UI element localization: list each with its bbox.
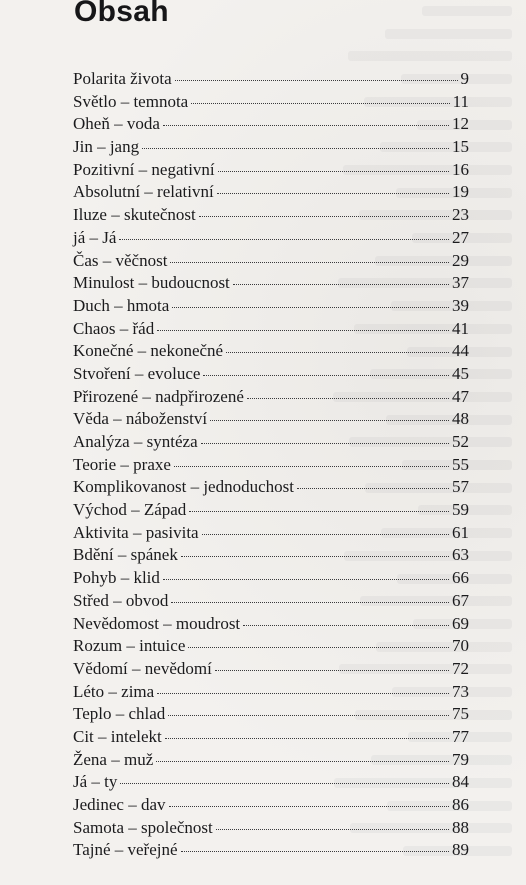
dot-leader bbox=[157, 330, 449, 331]
toc-entry-page-number: 63 bbox=[452, 545, 469, 565]
toc-entry-label: Bdění – spánek bbox=[73, 545, 178, 565]
toc-entry-label: Duch – hmota bbox=[73, 295, 170, 315]
dot-leader bbox=[199, 216, 449, 217]
page-title: Obsah bbox=[74, 0, 169, 28]
dot-leader bbox=[297, 488, 449, 489]
toc-entry-page-number: 27 bbox=[452, 227, 469, 247]
toc-entry-page-number: 67 bbox=[452, 590, 469, 610]
toc-entry-label: Žena – muž bbox=[73, 749, 154, 769]
toc-entry-page-number: 41 bbox=[452, 318, 469, 338]
toc-entry bbox=[73, 476, 469, 499]
toc-entry-label: Konečné – nekonečné bbox=[73, 341, 224, 361]
toc-entry bbox=[73, 204, 469, 227]
toc-entry-page-number: 72 bbox=[452, 658, 469, 678]
dot-leader bbox=[215, 670, 449, 671]
toc-entry-page-number: 66 bbox=[452, 568, 469, 588]
dot-leader bbox=[175, 80, 458, 81]
dot-leader bbox=[226, 352, 449, 353]
toc-entry-label: Cit – intelekt bbox=[73, 726, 162, 746]
toc-entry-label: Analýza – syntéza bbox=[73, 432, 198, 451]
dot-leader bbox=[189, 511, 449, 512]
toc-entry-page-number: 44 bbox=[452, 341, 469, 361]
toc-entry bbox=[73, 635, 469, 658]
dot-leader bbox=[247, 398, 449, 399]
toc-entry-label: Jin – jang bbox=[73, 137, 140, 157]
toc-entry-label: Východ – Západ bbox=[73, 500, 187, 520]
toc-entry-label: Aktivita – pasivita bbox=[73, 522, 199, 542]
dot-leader bbox=[181, 851, 449, 852]
toc-entry bbox=[73, 771, 469, 794]
toc-entry bbox=[73, 658, 469, 681]
toc-entry bbox=[73, 68, 469, 91]
toc-entry bbox=[73, 794, 469, 817]
toc-entry-label: Tajné – veřejné bbox=[73, 840, 178, 860]
dot-leader bbox=[210, 420, 449, 421]
toc-entry-page-number: 79 bbox=[452, 749, 469, 769]
toc-entry-page-number: 45 bbox=[452, 363, 469, 383]
toc-entry bbox=[73, 363, 469, 386]
toc-entry-page-number: 59 bbox=[452, 500, 469, 520]
toc-entry-page-number: 70 bbox=[452, 636, 469, 656]
dot-leader bbox=[216, 829, 449, 830]
dot-leader bbox=[233, 284, 449, 285]
toc-entry-label: Chaos – řád bbox=[73, 318, 155, 338]
dot-leader bbox=[191, 103, 449, 104]
dot-leader bbox=[171, 602, 449, 603]
toc-entry bbox=[73, 613, 469, 636]
toc-entry bbox=[73, 567, 469, 590]
bleed-through-line bbox=[422, 6, 512, 16]
toc-entry bbox=[73, 136, 469, 159]
toc-entry bbox=[73, 113, 469, 136]
toc-entry bbox=[73, 408, 469, 431]
dot-leader bbox=[217, 193, 449, 194]
toc-entry-page-number: 61 bbox=[452, 522, 469, 542]
toc-entry-label: Komplikovanost – jednoduchost bbox=[73, 477, 294, 497]
toc-entry-page-number: 39 bbox=[452, 295, 469, 315]
toc-entry-label: Přirozené – nadpřirozené bbox=[73, 386, 244, 406]
toc-entry bbox=[73, 590, 469, 613]
dot-leader bbox=[120, 783, 449, 784]
toc-entry bbox=[73, 272, 469, 295]
toc-entry-label: Polarita života bbox=[73, 69, 172, 88]
toc-entry-label: Nevědomost – moudrost bbox=[73, 613, 241, 633]
toc-entry-page-number: 77 bbox=[452, 726, 469, 746]
dot-leader bbox=[202, 534, 449, 535]
toc-entry bbox=[73, 91, 469, 114]
toc-entry-page-number: 16 bbox=[452, 159, 469, 179]
toc-entry-page-number: 57 bbox=[452, 477, 469, 497]
dot-leader bbox=[174, 466, 449, 467]
toc-entry bbox=[73, 431, 469, 454]
dot-leader bbox=[163, 579, 449, 580]
toc-entry bbox=[73, 839, 469, 862]
toc-entry-label: Oheň – voda bbox=[73, 114, 160, 134]
dot-leader bbox=[142, 148, 449, 149]
toc-entry bbox=[73, 703, 469, 726]
toc-entry-page-number: 15 bbox=[452, 137, 469, 157]
toc-entry-label: Čas – věčnost bbox=[73, 250, 168, 270]
dot-leader bbox=[156, 761, 449, 762]
toc-entry-label: Samota – společnost bbox=[73, 817, 213, 837]
toc-entry-page-number: 12 bbox=[452, 114, 469, 134]
dot-leader bbox=[163, 125, 449, 126]
dot-leader bbox=[172, 307, 449, 308]
toc-entry bbox=[73, 386, 469, 409]
toc-entry-page-number: 23 bbox=[452, 205, 469, 225]
dot-leader bbox=[119, 239, 449, 240]
toc-entry-label: Vědomí – nevědomí bbox=[73, 658, 212, 678]
toc-entry-page-number: 88 bbox=[452, 817, 469, 837]
toc-entry-label: Jedinec – dav bbox=[73, 795, 166, 814]
toc-entry bbox=[73, 522, 469, 545]
bleed-through-line bbox=[348, 51, 512, 61]
dot-leader bbox=[243, 625, 449, 626]
toc-entry-page-number: 52 bbox=[452, 432, 469, 451]
toc-entry bbox=[73, 454, 469, 477]
toc-entry-page-number: 9 bbox=[460, 69, 469, 88]
toc-entry-label: Léto – zima bbox=[73, 681, 155, 701]
toc-entry-label: já – Já bbox=[73, 227, 117, 247]
toc-entry bbox=[73, 250, 469, 273]
toc-entry-label: Pohyb – klid bbox=[73, 568, 160, 588]
toc-entry-page-number: 73 bbox=[452, 681, 469, 701]
toc-entry-label: Minulost – budoucnost bbox=[73, 273, 230, 293]
toc-entry-label: Teplo – chlad bbox=[73, 704, 166, 724]
dot-leader bbox=[157, 693, 449, 694]
toc-entry bbox=[73, 340, 469, 363]
toc-entry-page-number: 69 bbox=[452, 613, 469, 633]
toc-entry-label: Rozum – intuice bbox=[73, 636, 186, 656]
toc-entry-page-number: 11 bbox=[452, 91, 469, 111]
toc-entry-label: Světlo – temnota bbox=[73, 91, 189, 111]
toc-entry bbox=[73, 726, 469, 749]
toc-entry-page-number: 48 bbox=[452, 409, 469, 429]
toc-entry-label: Já – ty bbox=[73, 772, 118, 792]
toc-entry-label: Iluze – skutečnost bbox=[73, 205, 196, 225]
toc-entry-label: Věda – náboženství bbox=[73, 409, 208, 429]
toc-entry-page-number: 19 bbox=[452, 182, 469, 202]
toc-entry bbox=[73, 159, 469, 182]
dot-leader bbox=[203, 375, 449, 376]
toc-entry bbox=[73, 817, 469, 840]
dot-leader bbox=[168, 715, 449, 716]
toc-entry-page-number: 37 bbox=[452, 273, 469, 293]
toc-entry-page-number: 84 bbox=[452, 772, 469, 792]
toc-entry-page-number: 55 bbox=[452, 454, 469, 474]
toc-entry-page-number: 29 bbox=[452, 250, 469, 270]
dot-leader bbox=[169, 806, 449, 807]
toc-entry bbox=[73, 681, 469, 704]
toc-entry bbox=[73, 318, 469, 341]
toc-entry bbox=[73, 295, 469, 318]
toc-entry bbox=[73, 227, 469, 250]
toc-entry-label: Teorie – praxe bbox=[73, 454, 171, 474]
toc-entry-label: Stvoření – evoluce bbox=[73, 363, 201, 383]
dot-leader bbox=[188, 647, 449, 648]
table-of-contents bbox=[73, 68, 469, 862]
toc-entry-label: Absolutní – relativní bbox=[73, 182, 214, 202]
toc-entry-page-number: 89 bbox=[452, 840, 469, 860]
dot-leader bbox=[170, 262, 449, 263]
dot-leader bbox=[201, 443, 449, 444]
toc-entry bbox=[73, 499, 469, 522]
dot-leader bbox=[181, 556, 449, 557]
toc-entry-page-number: 47 bbox=[452, 386, 469, 406]
toc-entry bbox=[73, 181, 469, 204]
toc-entry-page-number: 75 bbox=[452, 704, 469, 724]
toc-entry-label: Pozitivní – negativní bbox=[73, 159, 215, 179]
dot-leader bbox=[218, 171, 449, 172]
toc-entry bbox=[73, 749, 469, 772]
bleed-through-line bbox=[385, 29, 512, 39]
toc-entry bbox=[73, 544, 469, 567]
dot-leader bbox=[165, 738, 449, 739]
toc-entry-label: Střed – obvod bbox=[73, 590, 169, 610]
toc-entry-page-number: 86 bbox=[452, 795, 469, 814]
